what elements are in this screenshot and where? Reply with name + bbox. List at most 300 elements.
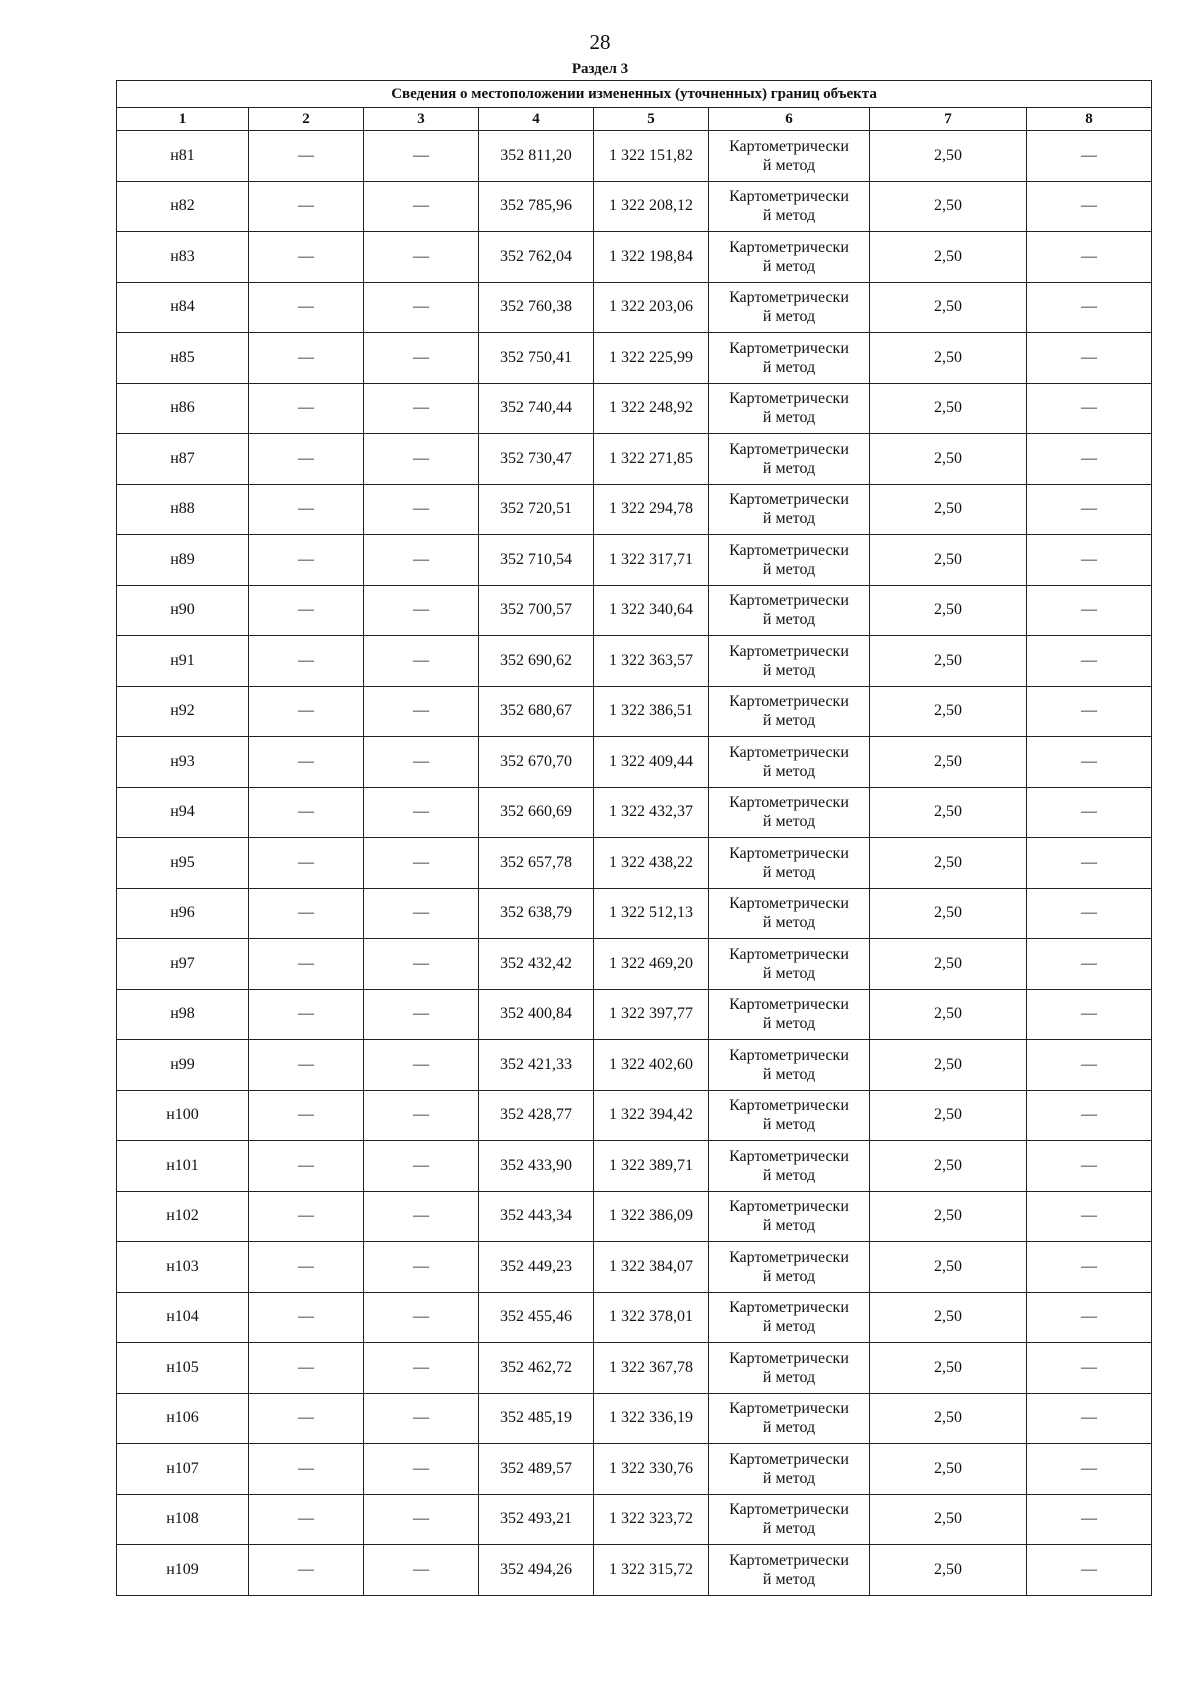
- precision-value: 2,50: [870, 131, 1027, 182]
- coordinate-x: 352 657,78: [479, 838, 594, 889]
- empty-value-dash: —: [249, 1393, 364, 1444]
- determination-method: [709, 484, 870, 535]
- coordinate-x: 352 462,72: [479, 1343, 594, 1394]
- empty-value-dash: —: [249, 1191, 364, 1242]
- empty-value-dash: —: [249, 232, 364, 283]
- boundary-coordinates-table: [116, 80, 1152, 1596]
- table-row: [117, 838, 1152, 889]
- coordinate-y: 1 322 438,22: [594, 838, 709, 889]
- coordinate-y: 1 322 317,71: [594, 535, 709, 586]
- empty-value-dash: —: [364, 232, 479, 283]
- method-line-2: й метод: [762, 1368, 816, 1386]
- method-line-2: й метод: [762, 1116, 816, 1134]
- point-label: н85: [117, 333, 249, 384]
- method-line-2: й метод: [762, 1520, 816, 1538]
- point-label: н95: [117, 838, 249, 889]
- precision-value: 2,50: [870, 181, 1027, 232]
- method-line-2: й метод: [762, 863, 816, 881]
- precision-value: 2,50: [870, 333, 1027, 384]
- precision-value: 2,50: [870, 1393, 1027, 1444]
- point-label: н104: [117, 1292, 249, 1343]
- empty-value-dash: —: [249, 333, 364, 384]
- determination-method: [709, 989, 870, 1040]
- determination-method: [709, 1141, 870, 1192]
- precision-value: 2,50: [870, 232, 1027, 283]
- empty-value-dash: —: [1027, 383, 1152, 434]
- coordinate-x: 352 680,67: [479, 686, 594, 737]
- method-line-1: Картометрически: [729, 1046, 849, 1064]
- method-line-1: Картометрически: [729, 137, 849, 155]
- table-row: [117, 1242, 1152, 1293]
- empty-value-dash: —: [249, 787, 364, 838]
- table-row: [117, 989, 1152, 1040]
- point-label: н107: [117, 1444, 249, 1495]
- precision-value: 2,50: [870, 1545, 1027, 1596]
- method-line-2: й метод: [762, 510, 816, 528]
- determination-method: [709, 434, 870, 485]
- point-label: н94: [117, 787, 249, 838]
- empty-value-dash: —: [364, 333, 479, 384]
- coordinate-y: 1 322 151,82: [594, 131, 709, 182]
- empty-value-dash: —: [1027, 181, 1152, 232]
- precision-value: 2,50: [870, 535, 1027, 586]
- coordinate-y: 1 322 512,13: [594, 888, 709, 939]
- coordinate-x: 352 740,44: [479, 383, 594, 434]
- determination-method: [709, 333, 870, 384]
- point-label: н103: [117, 1242, 249, 1293]
- method-line-1: Картометрически: [729, 541, 849, 559]
- table-row: [117, 1494, 1152, 1545]
- determination-method: [709, 585, 870, 636]
- method-line-2: й метод: [762, 1217, 816, 1235]
- empty-value-dash: —: [364, 636, 479, 687]
- empty-value-dash: —: [364, 939, 479, 990]
- empty-value-dash: —: [364, 686, 479, 737]
- method-line-2: й метод: [762, 459, 816, 477]
- precision-value: 2,50: [870, 1292, 1027, 1343]
- coordinate-x: 352 493,21: [479, 1494, 594, 1545]
- empty-value-dash: —: [364, 1343, 479, 1394]
- coordinate-x: 352 421,33: [479, 1040, 594, 1091]
- determination-method: [709, 232, 870, 283]
- method-line-1: Картометрически: [729, 188, 849, 206]
- empty-value-dash: —: [249, 535, 364, 586]
- table-row: [117, 1343, 1152, 1394]
- empty-value-dash: —: [364, 585, 479, 636]
- table-row: [117, 1393, 1152, 1444]
- method-line-1: Картометрически: [729, 693, 849, 711]
- determination-method: [709, 1040, 870, 1091]
- point-label: н98: [117, 989, 249, 1040]
- table-row: [117, 585, 1152, 636]
- empty-value-dash: —: [249, 1494, 364, 1545]
- determination-method: [709, 383, 870, 434]
- method-line-1: Картометрически: [729, 642, 849, 660]
- table-row: [117, 787, 1152, 838]
- point-label: н86: [117, 383, 249, 434]
- method-line-1: Картометрически: [729, 238, 849, 256]
- empty-value-dash: —: [1027, 787, 1152, 838]
- empty-value-dash: —: [1027, 1494, 1152, 1545]
- method-line-1: Картометрически: [729, 339, 849, 357]
- empty-value-dash: —: [364, 535, 479, 586]
- section-title: Раздел 3: [571, 61, 629, 77]
- empty-value-dash: —: [364, 1393, 479, 1444]
- empty-value-dash: —: [364, 787, 479, 838]
- precision-value: 2,50: [870, 282, 1027, 333]
- method-line-1: Картометрически: [729, 1299, 849, 1317]
- empty-value-dash: —: [1027, 1393, 1152, 1444]
- empty-value-dash: —: [1027, 1292, 1152, 1343]
- point-label: н84: [117, 282, 249, 333]
- point-label: н106: [117, 1393, 249, 1444]
- coordinate-y: 1 322 248,92: [594, 383, 709, 434]
- method-line-1: Картометрически: [729, 945, 849, 963]
- coordinate-y: 1 322 271,85: [594, 434, 709, 485]
- determination-method: [709, 686, 870, 737]
- coordinate-y: 1 322 469,20: [594, 939, 709, 990]
- table-row: [117, 636, 1152, 687]
- point-label: н88: [117, 484, 249, 535]
- coordinate-x: 352 762,04: [479, 232, 594, 283]
- method-line-1: Картометрически: [729, 1450, 849, 1468]
- empty-value-dash: —: [249, 131, 364, 182]
- precision-value: 2,50: [870, 1242, 1027, 1293]
- empty-value-dash: —: [249, 181, 364, 232]
- empty-value-dash: —: [364, 484, 479, 535]
- coordinate-y: 1 322 330,76: [594, 1444, 709, 1495]
- coordinate-x: 352 449,23: [479, 1242, 594, 1293]
- empty-value-dash: —: [1027, 131, 1152, 182]
- coordinate-y: 1 322 432,37: [594, 787, 709, 838]
- method-line-2: й метод: [762, 1419, 816, 1437]
- table-row: [117, 1191, 1152, 1242]
- coordinate-y: 1 322 336,19: [594, 1393, 709, 1444]
- method-line-2: й метод: [762, 964, 816, 982]
- precision-value: 2,50: [870, 737, 1027, 788]
- precision-value: 2,50: [870, 888, 1027, 939]
- method-line-2: й метод: [762, 1166, 816, 1184]
- empty-value-dash: —: [1027, 1545, 1152, 1596]
- table-row: [117, 383, 1152, 434]
- empty-value-dash: —: [1027, 333, 1152, 384]
- empty-value-dash: —: [249, 1242, 364, 1293]
- empty-value-dash: —: [1027, 1040, 1152, 1091]
- coordinate-y: 1 322 323,72: [594, 1494, 709, 1545]
- method-line-1: Картометрически: [729, 844, 849, 862]
- method-line-2: й метод: [762, 712, 816, 730]
- point-label: н102: [117, 1191, 249, 1242]
- empty-value-dash: —: [1027, 939, 1152, 990]
- method-line-1: Картометрически: [729, 743, 849, 761]
- table-row: [117, 131, 1152, 182]
- empty-value-dash: —: [1027, 434, 1152, 485]
- empty-value-dash: —: [249, 838, 364, 889]
- coordinate-x: 352 485,19: [479, 1393, 594, 1444]
- point-label: н90: [117, 585, 249, 636]
- determination-method: [709, 636, 870, 687]
- method-line-1: Картометрически: [729, 794, 849, 812]
- empty-value-dash: —: [364, 1444, 479, 1495]
- method-line-2: й метод: [762, 308, 816, 326]
- point-label: н108: [117, 1494, 249, 1545]
- precision-value: 2,50: [870, 1040, 1027, 1091]
- empty-value-dash: —: [249, 1343, 364, 1394]
- point-label: н89: [117, 535, 249, 586]
- determination-method: [709, 1545, 870, 1596]
- coordinate-y: 1 322 367,78: [594, 1343, 709, 1394]
- precision-value: 2,50: [870, 484, 1027, 535]
- empty-value-dash: —: [1027, 535, 1152, 586]
- empty-value-dash: —: [1027, 1141, 1152, 1192]
- empty-value-dash: —: [364, 434, 479, 485]
- point-label: н92: [117, 686, 249, 737]
- method-line-2: й метод: [762, 1469, 816, 1487]
- empty-value-dash: —: [249, 686, 364, 737]
- coordinate-x: 352 750,41: [479, 333, 594, 384]
- coordinate-x: 352 489,57: [479, 1444, 594, 1495]
- coordinate-x: 352 433,90: [479, 1141, 594, 1192]
- method-line-1: Картометрически: [729, 592, 849, 610]
- coordinate-y: 1 322 394,42: [594, 1090, 709, 1141]
- coordinate-x: 352 760,38: [479, 282, 594, 333]
- determination-method: [709, 181, 870, 232]
- point-label: н82: [117, 181, 249, 232]
- method-line-1: Картометрически: [729, 440, 849, 458]
- empty-value-dash: —: [364, 989, 479, 1040]
- method-line-1: Картометрически: [729, 1248, 849, 1266]
- coordinate-x: 352 432,42: [479, 939, 594, 990]
- method-line-2: й метод: [762, 156, 816, 174]
- empty-value-dash: —: [364, 1090, 479, 1141]
- empty-value-dash: —: [364, 1242, 479, 1293]
- column-number: 5: [594, 108, 709, 131]
- method-line-2: й метод: [762, 560, 816, 578]
- precision-value: 2,50: [870, 838, 1027, 889]
- column-number: 4: [479, 108, 594, 131]
- table-body: [117, 131, 1152, 1596]
- column-number-row: [117, 108, 1152, 131]
- empty-value-dash: —: [364, 282, 479, 333]
- empty-value-dash: —: [249, 636, 364, 687]
- coordinate-x: 352 455,46: [479, 1292, 594, 1343]
- empty-value-dash: —: [249, 282, 364, 333]
- empty-value-dash: —: [249, 434, 364, 485]
- coordinate-x: 352 670,70: [479, 737, 594, 788]
- determination-method: [709, 131, 870, 182]
- point-label: н96: [117, 888, 249, 939]
- coordinate-y: 1 322 409,44: [594, 737, 709, 788]
- method-line-1: Картометрически: [729, 289, 849, 307]
- method-line-1: Картометрически: [729, 1147, 849, 1165]
- coordinate-x: 352 700,57: [479, 585, 594, 636]
- coordinate-y: 1 322 363,57: [594, 636, 709, 687]
- table-row: [117, 232, 1152, 283]
- table-row: [117, 1444, 1152, 1495]
- empty-value-dash: —: [249, 1292, 364, 1343]
- point-label: н100: [117, 1090, 249, 1141]
- determination-method: [709, 282, 870, 333]
- empty-value-dash: —: [1027, 282, 1152, 333]
- coordinate-x: 352 811,20: [479, 131, 594, 182]
- table-row: [117, 484, 1152, 535]
- coordinate-x: 352 443,34: [479, 1191, 594, 1242]
- empty-value-dash: —: [249, 1545, 364, 1596]
- empty-value-dash: —: [364, 131, 479, 182]
- point-label: н83: [117, 232, 249, 283]
- method-line-2: й метод: [762, 611, 816, 629]
- table-row: [117, 282, 1152, 333]
- empty-value-dash: —: [364, 1040, 479, 1091]
- point-label: н101: [117, 1141, 249, 1192]
- table-row: [117, 434, 1152, 485]
- method-line-2: й метод: [762, 914, 816, 932]
- table-row: [117, 888, 1152, 939]
- empty-value-dash: —: [364, 1494, 479, 1545]
- empty-value-dash: —: [1027, 1191, 1152, 1242]
- determination-method: [709, 1393, 870, 1444]
- coordinate-y: 1 322 384,07: [594, 1242, 709, 1293]
- empty-value-dash: —: [1027, 1242, 1152, 1293]
- determination-method: [709, 1191, 870, 1242]
- coordinate-x: 352 730,47: [479, 434, 594, 485]
- column-number: 1: [117, 108, 249, 131]
- table-row: [117, 1545, 1152, 1596]
- method-line-1: Картометрически: [729, 390, 849, 408]
- precision-value: 2,50: [870, 1090, 1027, 1141]
- table-row: [117, 1040, 1152, 1091]
- precision-value: 2,50: [870, 434, 1027, 485]
- method-line-2: й метод: [762, 1065, 816, 1083]
- method-line-2: й метод: [762, 409, 816, 427]
- method-line-2: й метод: [762, 207, 816, 225]
- empty-value-dash: —: [1027, 484, 1152, 535]
- column-number: 7: [870, 108, 1027, 131]
- empty-value-dash: —: [1027, 737, 1152, 788]
- method-line-2: й метод: [762, 1318, 816, 1336]
- determination-method: [709, 1242, 870, 1293]
- coordinate-y: 1 322 378,01: [594, 1292, 709, 1343]
- empty-value-dash: —: [249, 1040, 364, 1091]
- point-label: н87: [117, 434, 249, 485]
- coordinate-y: 1 322 386,51: [594, 686, 709, 737]
- coordinate-y: 1 322 208,12: [594, 181, 709, 232]
- page-number: 28: [589, 30, 611, 54]
- table-row: [117, 939, 1152, 990]
- method-line-2: й метод: [762, 1570, 816, 1588]
- empty-value-dash: —: [249, 939, 364, 990]
- determination-method: [709, 939, 870, 990]
- coordinate-y: 1 322 198,84: [594, 232, 709, 283]
- point-label: н105: [117, 1343, 249, 1394]
- empty-value-dash: —: [1027, 636, 1152, 687]
- precision-value: 2,50: [870, 1141, 1027, 1192]
- coordinate-y: 1 322 386,09: [594, 1191, 709, 1242]
- empty-value-dash: —: [364, 838, 479, 889]
- precision-value: 2,50: [870, 939, 1027, 990]
- precision-value: 2,50: [870, 1494, 1027, 1545]
- point-label: н97: [117, 939, 249, 990]
- empty-value-dash: —: [364, 737, 479, 788]
- method-line-1: Картометрически: [729, 895, 849, 913]
- method-line-2: й метод: [762, 257, 816, 275]
- empty-value-dash: —: [1027, 1444, 1152, 1495]
- precision-value: 2,50: [870, 1191, 1027, 1242]
- method-line-1: Картометрически: [729, 1349, 849, 1367]
- coordinate-x: 352 690,62: [479, 636, 594, 687]
- empty-value-dash: —: [1027, 838, 1152, 889]
- empty-value-dash: —: [364, 181, 479, 232]
- column-number: 8: [1027, 108, 1152, 131]
- empty-value-dash: —: [364, 1191, 479, 1242]
- coordinate-y: 1 322 397,77: [594, 989, 709, 1040]
- table-row: [117, 535, 1152, 586]
- point-label: н81: [117, 131, 249, 182]
- column-number: 6: [709, 108, 870, 131]
- method-line-1: Картометрически: [729, 1501, 849, 1519]
- point-label: н99: [117, 1040, 249, 1091]
- coordinate-y: 1 322 225,99: [594, 333, 709, 384]
- empty-value-dash: —: [364, 1545, 479, 1596]
- determination-method: [709, 838, 870, 889]
- table-row: [117, 686, 1152, 737]
- empty-value-dash: —: [364, 888, 479, 939]
- method-line-2: й метод: [762, 762, 816, 780]
- method-line-1: Картометрически: [729, 1551, 849, 1569]
- empty-value-dash: —: [1027, 989, 1152, 1040]
- table-caption: Сведения о местоположении измененных (уточненных) границ объекта: [117, 81, 1152, 108]
- determination-method: [709, 737, 870, 788]
- determination-method: [709, 787, 870, 838]
- method-line-1: Картометрически: [729, 1097, 849, 1115]
- point-label: н93: [117, 737, 249, 788]
- precision-value: 2,50: [870, 686, 1027, 737]
- empty-value-dash: —: [249, 888, 364, 939]
- method-line-2: й метод: [762, 661, 816, 679]
- precision-value: 2,50: [870, 1444, 1027, 1495]
- point-label: н109: [117, 1545, 249, 1596]
- determination-method: [709, 535, 870, 586]
- determination-method: [709, 1343, 870, 1394]
- determination-method: [709, 1494, 870, 1545]
- empty-value-dash: —: [249, 989, 364, 1040]
- column-number: 3: [364, 108, 479, 131]
- coordinate-y: 1 322 389,71: [594, 1141, 709, 1192]
- empty-value-dash: —: [249, 1444, 364, 1495]
- determination-method: [709, 1090, 870, 1141]
- method-line-1: Картометрически: [729, 996, 849, 1014]
- empty-value-dash: —: [249, 1090, 364, 1141]
- empty-value-dash: —: [1027, 232, 1152, 283]
- coordinate-x: 352 428,77: [479, 1090, 594, 1141]
- table-row: [117, 1141, 1152, 1192]
- precision-value: 2,50: [870, 989, 1027, 1040]
- precision-value: 2,50: [870, 585, 1027, 636]
- empty-value-dash: —: [364, 1292, 479, 1343]
- method-line-2: й метод: [762, 1267, 816, 1285]
- empty-value-dash: —: [364, 383, 479, 434]
- determination-method: [709, 1292, 870, 1343]
- coordinate-y: 1 322 203,06: [594, 282, 709, 333]
- method-line-1: Картометрически: [729, 1198, 849, 1216]
- coordinate-x: 352 720,51: [479, 484, 594, 535]
- method-line-2: й метод: [762, 813, 816, 831]
- empty-value-dash: —: [1027, 585, 1152, 636]
- coordinate-y: 1 322 294,78: [594, 484, 709, 535]
- empty-value-dash: —: [364, 1141, 479, 1192]
- coordinate-x: 352 660,69: [479, 787, 594, 838]
- method-line-2: й метод: [762, 358, 816, 376]
